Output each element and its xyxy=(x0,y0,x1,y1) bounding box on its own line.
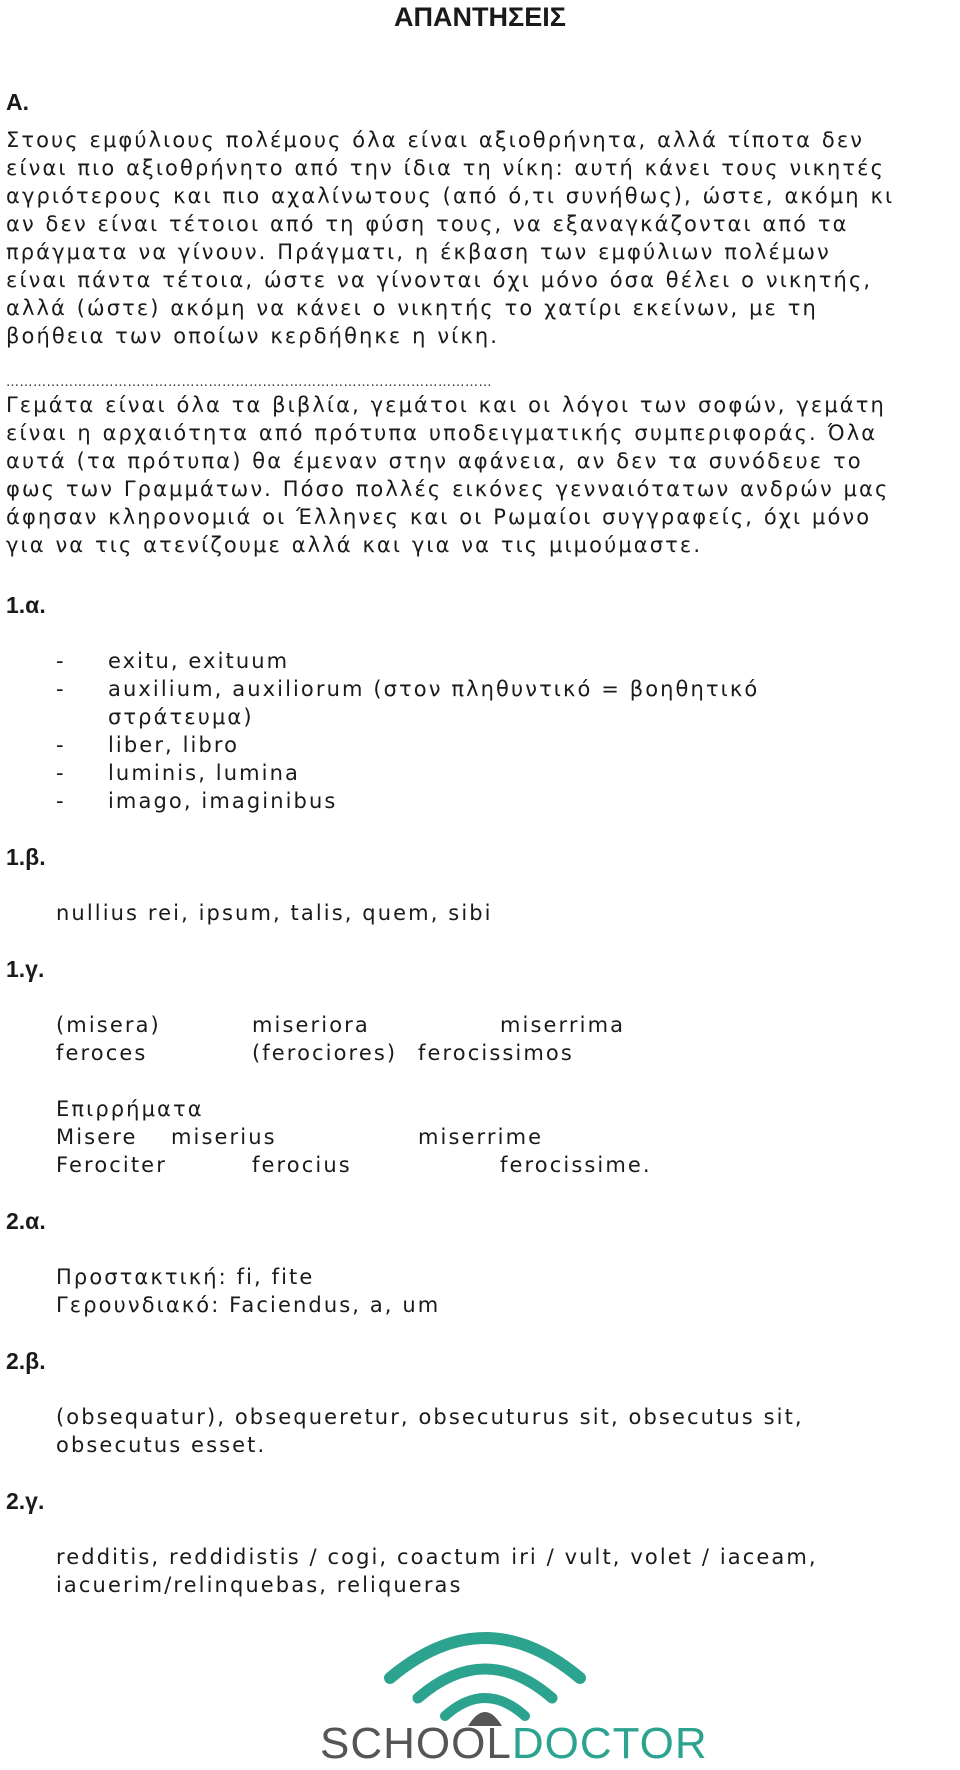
paragraph-line: Γεμάτα είναι όλα τα βιβλία, γεμάτοι και οι λόγοι των σοφών, γεμάτη xyxy=(6,393,886,417)
table-cell: miserrima xyxy=(500,1013,626,1037)
question-2c-heading: 2.γ. xyxy=(6,1488,45,1514)
adverbs-label: Επιρρήματα xyxy=(56,1097,204,1121)
paragraph-line: για να τις ατενίζουμε αλλά και για να τις μιμούμαστε. xyxy=(6,533,703,557)
table-cell: ferocius xyxy=(252,1153,352,1177)
page-title: ΑΠΑΝΤΗΣΕΙΣ xyxy=(394,2,566,32)
paragraph-line: είναι η αρχαιότητα από πρότυπα υποδειγματικής συμπεριφοράς. Όλα xyxy=(6,421,878,445)
question-1a-heading: 1.α. xyxy=(6,592,46,618)
table-cell: ferocissimos xyxy=(418,1041,574,1065)
question-2a-heading: 2.α. xyxy=(6,1208,46,1234)
schooldoctor-logo xyxy=(320,1618,708,1770)
question-1b-heading: 1.β. xyxy=(6,844,46,870)
translation-paragraph-1 xyxy=(6,126,956,350)
list-item-text: auxilium, auxiliorum (στον πληθυντικό = βοηθητικό xyxy=(108,677,760,701)
table-cell: miserrime xyxy=(418,1125,544,1149)
table-cell: Misere xyxy=(56,1125,138,1149)
logo-wordmark xyxy=(320,1719,708,1768)
paragraph-line: βοήθεια των οποίων κερδήθηκε η νίκη. xyxy=(6,324,500,348)
list-item-text: luminis, lumina xyxy=(108,761,300,785)
paragraph-line: αυτά (τα πρότυπα) θα έμεναν στην αφάνεια, αν δεν τα συνόδευε το xyxy=(6,449,863,473)
answer-line: iacuerim/relinquebas, reliqueras xyxy=(56,1573,463,1597)
paragraph-line: Στους εμφύλιους πολέμους όλα είναι αξιοθρήνητα, αλλά τίποτα δεν xyxy=(6,128,865,152)
table-cell: (ferociores) xyxy=(252,1041,398,1065)
logo-word-doctor: DOCTOR xyxy=(511,1719,708,1768)
answer-line: Προστακτική: fi, fite xyxy=(56,1265,315,1289)
paragraph-line: είναι πιο αξιοθρήνητο από την ίδια τη νίκη: αυτή κάνει τους νικητές xyxy=(6,156,886,180)
section-a-heading: A. xyxy=(6,89,29,115)
bullet-dash: - xyxy=(56,677,64,701)
list-item-text: imago, imaginibus xyxy=(108,789,338,813)
paragraph-line: φως των Γραμμάτων. Πόσο πολλές εικόνες γενναιότατων ανδρών μας xyxy=(6,477,890,501)
answer-line: Γερουνδιακό: Faciendus, a, um xyxy=(56,1293,441,1317)
bullet-dash: - xyxy=(56,761,64,785)
question-1c-heading: 1.γ. xyxy=(6,956,45,982)
ellipsis-divider: ……………………………………………………………………………………………… xyxy=(6,375,492,390)
paragraph-line: άφησαν κληρονομιά οι Έλληνες και οι Ρωμαίοι συγγραφείς, όχι μόνο xyxy=(6,505,872,529)
paragraph-line: αν δεν είναι τέτοιοι από τη φύση τους, να εξαναγκάζονται από τα xyxy=(6,212,849,236)
answer-line: redditis, reddidistis / cogi, coactum iri / vult, volet / iaceam, xyxy=(56,1545,818,1569)
list-item-text: exitu, exituum xyxy=(108,649,290,673)
bullet-dash: - xyxy=(56,649,64,673)
answer-line: (obsequatur), obsequeretur, obsecuturus sit, obsecutus sit, xyxy=(56,1405,804,1429)
translation-paragraph-2 xyxy=(6,391,956,559)
table-cell: miseriora xyxy=(252,1013,370,1037)
table-cell: ferocissime. xyxy=(500,1153,652,1177)
bullet-dash: - xyxy=(56,789,64,813)
question-2b-heading: 2.β. xyxy=(6,1348,46,1374)
table-cell: miserius xyxy=(171,1125,277,1149)
paragraph-line: πράγματα να γίνουν. Πράγματι, η έκβαση των εμφύλιων πολέμων xyxy=(6,240,831,264)
paragraph-line: είναι πάντα τέτοια, ώστε να γίνονται όχι μόνο όσα θέλει ο νικητής, xyxy=(6,268,873,292)
list-item-text: liber, libro xyxy=(108,733,240,757)
logo-word-school: SCHOOL xyxy=(320,1719,512,1768)
bullet-dash: - xyxy=(56,733,64,757)
paragraph-line: αλλά (ώστε) ακόμη να κάνει ο νικητής το χατίρι εκείνων, με τη xyxy=(6,296,818,320)
wifi-signal-icon xyxy=(320,1618,650,1728)
answer-line: obsecutus esset. xyxy=(56,1433,267,1457)
table-cell: feroces xyxy=(56,1041,148,1065)
list-item-text: στράτευμα) xyxy=(108,705,254,729)
paragraph-line: αγριότερους και πιο αχαλίνωτους (από ό,τι συνήθως), ώστε, ακόμη κι xyxy=(6,184,895,208)
question-1b-answer: nullius rei, ipsum, talis, quem, sibi xyxy=(56,901,493,925)
table-cell: Ferociter xyxy=(56,1153,167,1177)
table-cell: (misera) xyxy=(56,1013,161,1037)
